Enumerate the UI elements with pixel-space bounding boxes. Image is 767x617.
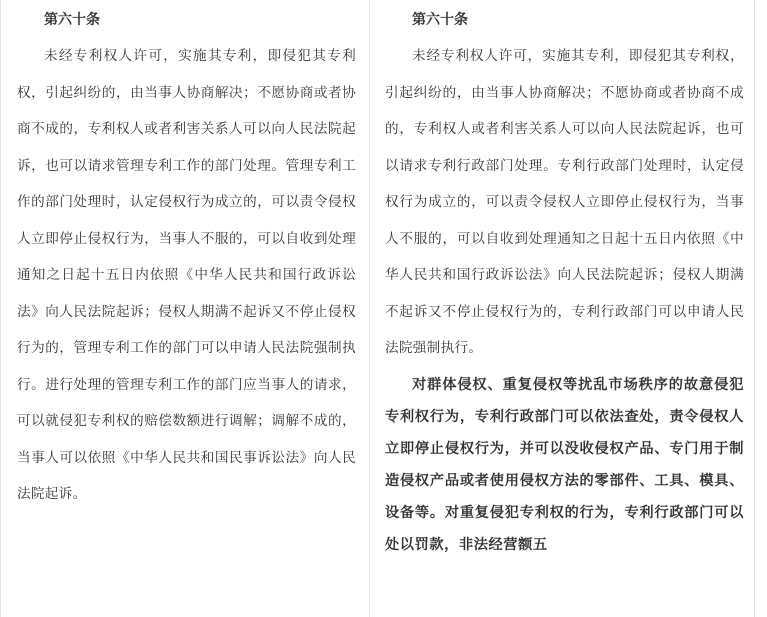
article-title-right: 第六十条: [412, 12, 468, 28]
original-text-column: [0, 0, 370, 617]
added-bold-paragraph: 对群体侵权、重复侵权等扰乱市场秩序的故意侵犯专利权行为，专利行政部门可以依法查处，责令侵权人立即停止侵权行为，并可以没收侵权产品、专门用于制造侵权产品或者使用侵权方法的零部件、工具、模具、设备等。对重复侵犯专利权的行为，专利行政部门可以处以罚款，非法经营额五: [385, 376, 744, 553]
article-title-left: 第六十条: [44, 12, 100, 28]
article-paragraph-right: 未经专利权人许可，实施其专利，即侵犯其专利权，引起纠纷的，由当事人协商解决；不愿协商或者协商不成的，专利权人或者利害关系人可以向人民法院起诉，也可以请求专利行政部门处理。专利行政部门处理时，认定侵权行为成立的，可以责令侵权人立即停止侵权行为，当事人不服的，可以自收到处理通知之日起十五日内依照《中华人民共和国行政诉讼法》向人民法院起诉；侵权人期满不起诉又不停止侵权行为的，专利行政部门可以申请人民法院强制执行。: [385, 48, 744, 356]
revised-text-column: [370, 0, 755, 617]
article-paragraph-left: 未经专利权人许可，实施其专利，即侵犯其专利权，引起纠纷的，由当事人协商解决；不愿协商或者协商不成的，专利权人或者利害关系人可以向人民法院起诉，也可以请求管理专利工作的部门处理。管理专利工作的部门处理时，认定侵权行为成立的，可以责令侵权人立即停止侵权行为，当事人不服的，可以自收到处理通知之日起十五日内依照《中华人民共和国行政诉讼法》向人民法院起诉；侵权人期满不起诉又不停止侵权行为的，管理专利工作的部门可以申请人民法院强制执行。进行处理的管理专利工作的部门应当事人的请求，可以就侵犯专利权的赔偿数额进行调解；调解不成的，当事人可以依照《中华人民共和国民事诉讼法》向人民法院起诉。: [17, 48, 356, 502]
